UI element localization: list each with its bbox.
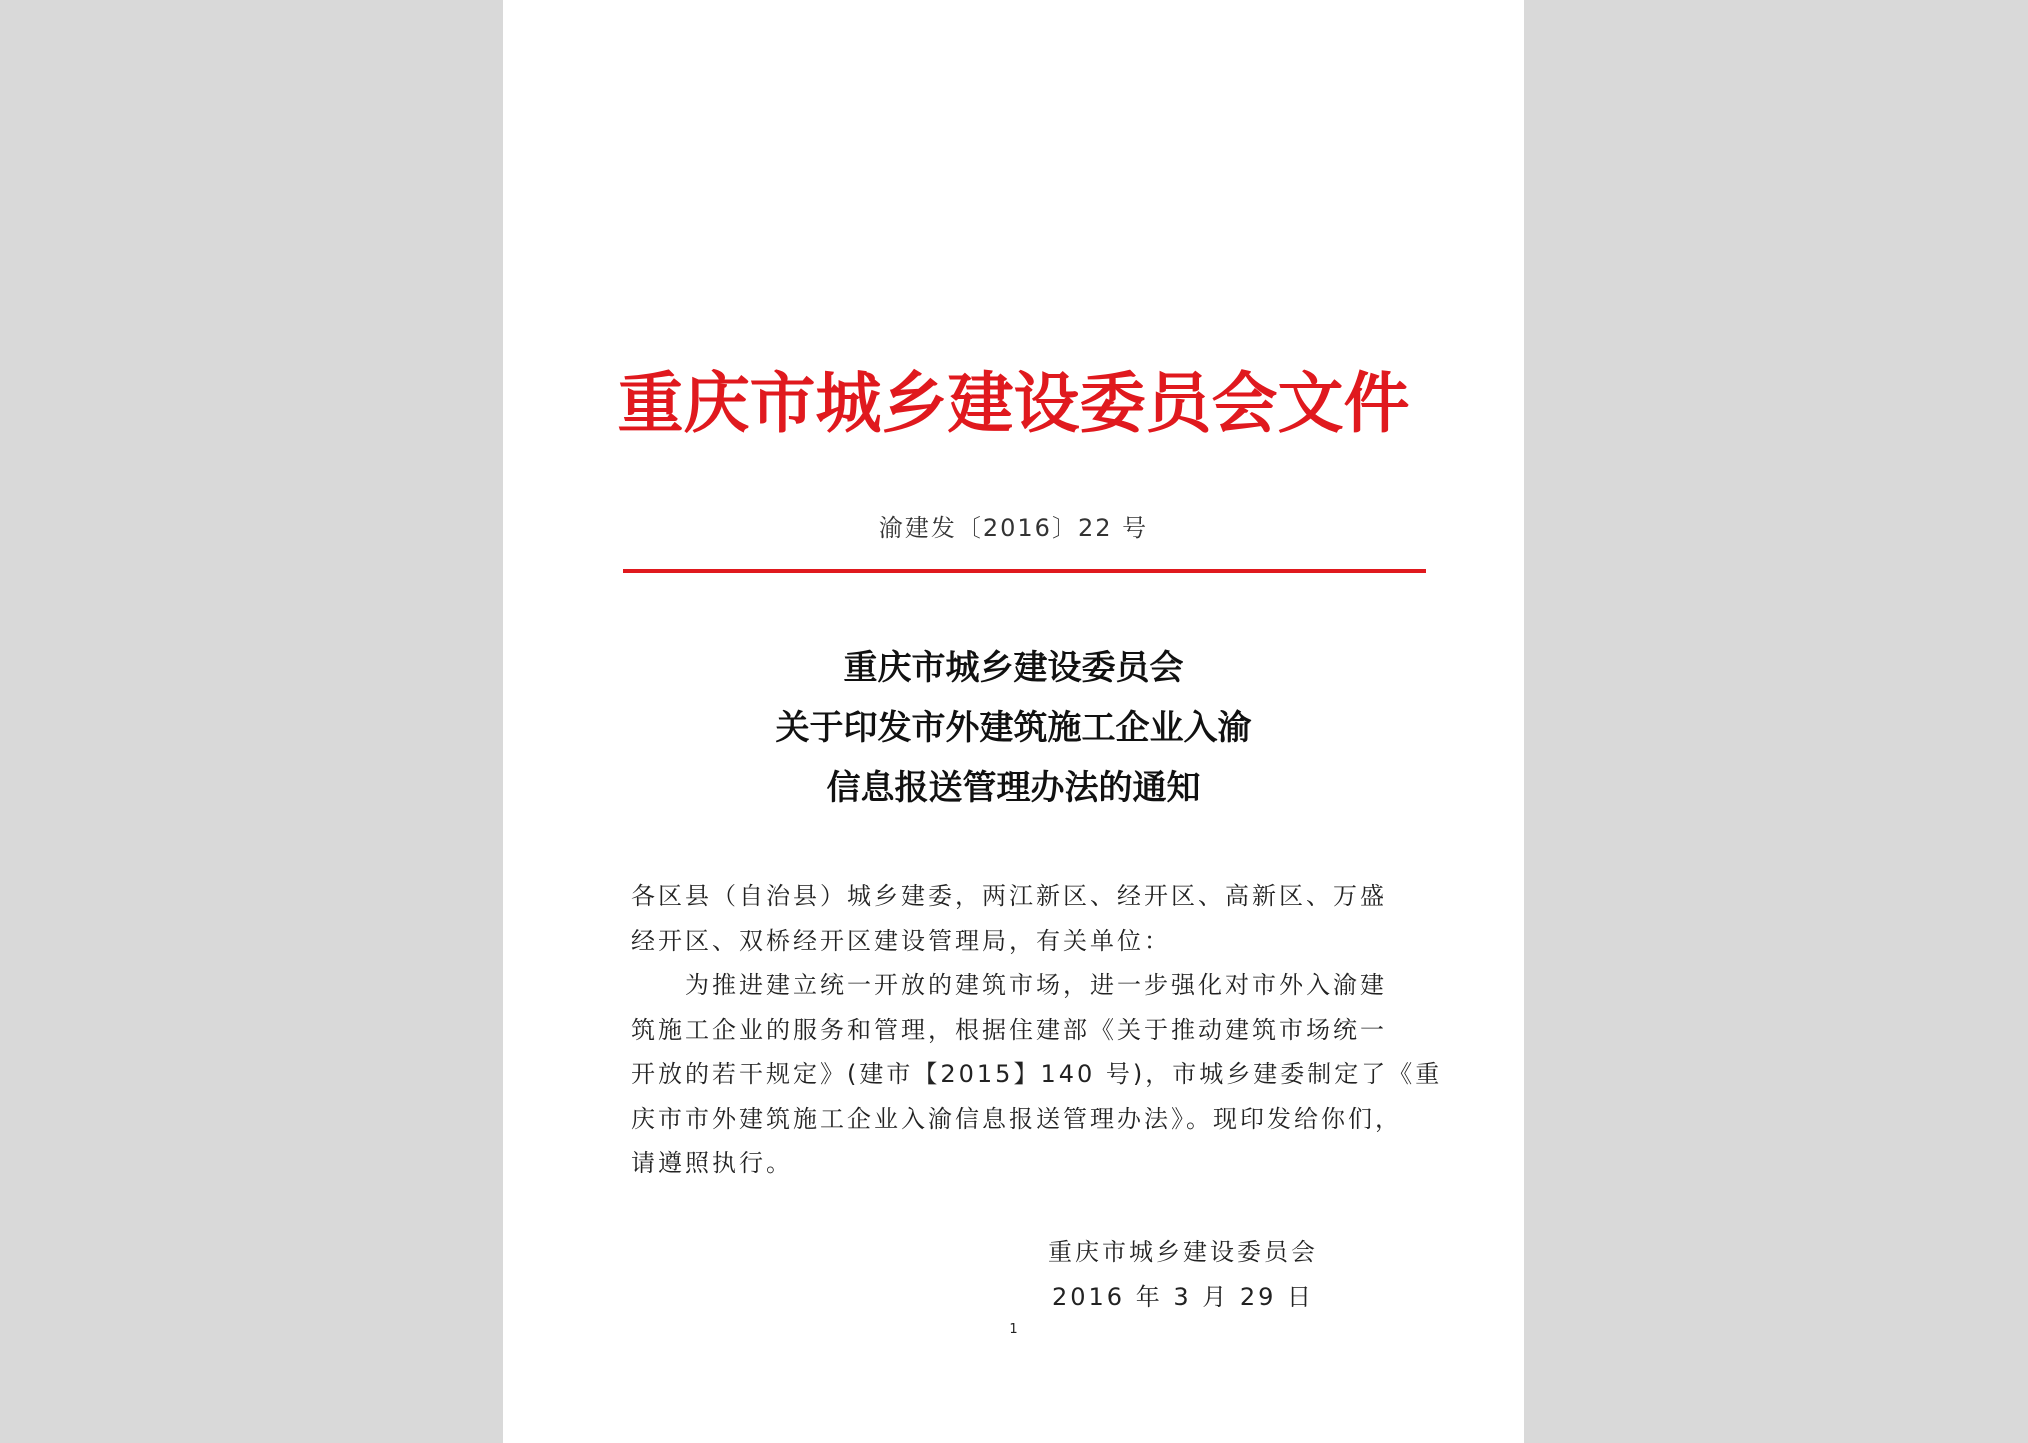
body-line: 经开区、双桥经开区建设管理局，有关单位： [631, 926, 1171, 955]
body-line: 开放的若干规定》(建市【2015】140 号)，市城乡建委制定了《重 [631, 1060, 1443, 1088]
signature-block [1013, 1230, 1353, 1320]
notice-title [503, 638, 1524, 818]
body-line: 为推进建立统一开放的建筑市场，进一步强化对市外入渝建 [685, 971, 1387, 999]
body-line: 各区县（自治县）城乡建委，两江新区、经开区、高新区、万盛 [631, 882, 1387, 910]
notice-body [631, 874, 1443, 1186]
header-title: 重庆市城乡建设委员会文件 [617, 364, 1410, 442]
body-line: 庆市市外建筑施工企业入渝信息报送管理办法》。现印发给你们， [631, 1104, 1402, 1133]
notice-title-line: 信息报送管理办法的通知 [826, 768, 1201, 808]
signature-date: 2016 年 3 月 29 日 [1051, 1283, 1315, 1311]
red-divider-line [623, 569, 1426, 573]
notice-title-line: 重庆市城乡建设委员会 [843, 648, 1184, 688]
body-line: 筑施工企业的服务和管理，根据住建部《关于推动建筑市场统一 [631, 1015, 1387, 1044]
page-number: 1 [1009, 1322, 1018, 1337]
document-page [503, 0, 1524, 1443]
document-number: 渝建发〔2016〕22 号 [878, 514, 1149, 542]
notice-title-line: 关于印发市外建筑施工企业入渝 [775, 708, 1252, 748]
signature-organization: 重庆市城乡建设委员会 [1048, 1238, 1318, 1266]
body-line: 请遵照执行。 [631, 1149, 793, 1177]
